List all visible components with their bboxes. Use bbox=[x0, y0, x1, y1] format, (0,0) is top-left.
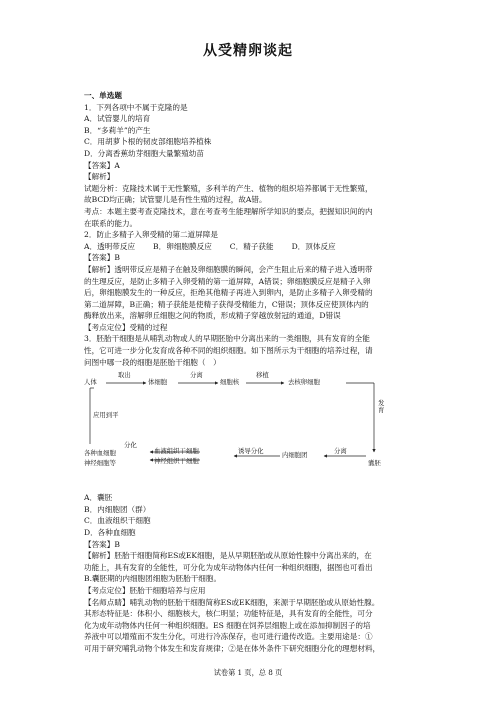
diagram-blood: 各种血细胞 bbox=[84, 449, 116, 458]
q3-point: 【考点定位】胚胎干细胞培养与应用 bbox=[84, 586, 206, 595]
diagram-nerve: 神经细胞等 bbox=[84, 459, 116, 468]
q1-analysis-line: 在联系的能力。 bbox=[84, 218, 138, 228]
diagram-induce: 诱导分化 bbox=[238, 447, 264, 456]
page-title: 从受精卵谈起 bbox=[203, 43, 293, 59]
q2-option-b: B．卵细胞膜反应 bbox=[153, 241, 212, 251]
diagram-icm: 内细胞团 bbox=[282, 451, 308, 460]
stem-cell-diagram bbox=[84, 372, 416, 490]
q3-analysis-line: 功能上，具有发育的全能性，可分化为成年动物体内任何一种组织细胞，据图也可看出 bbox=[84, 562, 373, 572]
q1-analysis-line: 故BCD均正确；试管婴儿是有性生殖的过程，故A错。 bbox=[84, 195, 267, 205]
diagram-hsc1: 血液组织干细胞 bbox=[154, 447, 199, 456]
q1-analysis-line: 考点：本题主要考查克隆技术，意在考查考生能理解所学知识的要点，把握知识间的内 bbox=[84, 206, 373, 216]
q2-analysis-line: 酶释放出来，溶解卵丘细胞之间的物质，形成精子穿越放射冠的通道，D错误 bbox=[84, 311, 341, 321]
q3-option-b: B．内细胞团（群） bbox=[84, 504, 151, 514]
q3-option-d: D．各种血细胞 bbox=[84, 528, 136, 538]
q1-analysis-head: 【解析】 bbox=[84, 172, 115, 182]
diagram-clinic: 应用到平 bbox=[93, 411, 119, 420]
section-heading: 一、单选题 bbox=[84, 91, 122, 100]
q3-note-line: 可用于研究哺乳动物个体发生和发育规律；②是在体外条件下研究细胞分化的理想材料， bbox=[84, 643, 381, 653]
page-footer: 试卷第 1 页，总 8 页 bbox=[213, 668, 283, 677]
q2-analysis-line: 的生理反应，是防止多精子入卵受精的第一道屏障，A错误；卵细胞膜反应是精子入卵 bbox=[84, 276, 371, 286]
diagram-hsc2: 神经组织干细胞 bbox=[154, 457, 199, 466]
diagram-arrows bbox=[84, 372, 416, 490]
q1-option-b: B．“多莉羊”的产生 bbox=[84, 125, 151, 135]
q2-options bbox=[84, 241, 416, 253]
q2-analysis-line: 后，卵细胞膜发生的一种反应，拒绝其他精子再进入到卵内，是防止多精子入卵受精的 bbox=[84, 288, 373, 298]
diagram-transplant: 移植 bbox=[256, 371, 269, 380]
q2-option-c: C．精子获能 bbox=[229, 241, 274, 251]
diagram-somatic: 体细胞 bbox=[148, 378, 168, 387]
q3-option-c: C．血液组织干细胞 bbox=[84, 516, 151, 526]
q3-note-line: 化为成年动物体内任何一种组织细胞。ES 细胞在饲养层细胞上或在添加抑制因子的培 bbox=[84, 620, 371, 630]
diagram-diff: 分化 bbox=[124, 441, 137, 450]
q2-stem: 2．防止多精子入卵受精的第二道屏障是 bbox=[84, 230, 218, 240]
diagram-human: 人体 bbox=[84, 378, 97, 387]
q3-stem-line: 问图中哪一段的细胞是胚胎干细胞（ ） bbox=[84, 357, 221, 367]
q2-answer: 【答案】B bbox=[84, 253, 120, 263]
q3-analysis-line: B.囊胚期的内细胞团细胞为胚胎干细胞。 bbox=[84, 574, 222, 584]
diagram-enucleated: 去核卵细胞 bbox=[288, 378, 320, 387]
diagram-separate2: 分离 bbox=[334, 447, 347, 456]
q3-analysis-line: 【解析】胚胎干细胞简称ES或EK细胞，是从早期胚胎或从原始性腺中分离出来的，在 bbox=[84, 551, 372, 561]
diagram-separate1: 分离 bbox=[190, 371, 203, 380]
q3-stem-line: 性，它可进一步分化发育成各种不同的组织细胞。如下图所示为干细胞的培养过程，请 bbox=[84, 346, 373, 356]
q1-answer: 【答案】A bbox=[84, 160, 120, 170]
q2-analysis-line: 第二道屏障，B正确；精子获能是使精子获得受精能力，C错误；顶体反应使顶体内的 bbox=[84, 299, 369, 309]
q1-option-c: C．用胡萝卜根的韧皮部细胞培养植株 bbox=[84, 137, 212, 147]
q3-note-line: 养液中可以增殖而不发生分化，可进行冷冻保存，也可进行遗传改造。主要用途是：① bbox=[84, 632, 373, 642]
q3-note-line: 【名师点睛】哺乳动物的胚胎干细胞简称ES或EK细胞，来源于早期胚胎或从原始性腺。 bbox=[84, 597, 380, 607]
diagram-develop: 发育 bbox=[378, 399, 385, 415]
q2-analysis-line: 【解析】透明带反应是精子在触及卵细胞膜的瞬间，会产生阻止后来的精子进入透明带 bbox=[84, 264, 373, 274]
q3-option-a: A．囊胚 bbox=[84, 493, 113, 503]
diagram-blastocyst: 囊胚 bbox=[368, 459, 381, 468]
q1-option-a: A．试管婴儿的培育 bbox=[84, 114, 151, 124]
q1-analysis-line: 试题分析：克隆技术属于无性繁殖，多利羊的产生、植物的组织培养都属于无性繁殖， bbox=[84, 183, 373, 193]
diagram-take: 取出 bbox=[118, 371, 131, 380]
diagram-nucleus: 细胞核 bbox=[220, 378, 240, 387]
q1-stem: 1．下列各项中不属于克隆的是 bbox=[84, 102, 188, 112]
question-content bbox=[84, 90, 416, 655]
q3-stem-line: 3．胚胎干细胞是从哺乳动物或人的早期胚胎中分离出来的一类细胞，具有发育的全能 bbox=[84, 334, 370, 344]
q2-option-a: A．透明带反应 bbox=[84, 241, 136, 251]
q2-option-d: D．顶体反应 bbox=[291, 241, 336, 251]
q2-point: 【考点定位】受精的过程 bbox=[84, 322, 168, 332]
q3-answer: 【答案】B bbox=[84, 539, 120, 549]
q3-note-line: 其形态特征是：体积小、细胞核大，核仁明显；功能特征是，具有发育的全能性，可分 bbox=[84, 609, 373, 619]
q1-option-d: D．分离香蕉幼芽细胞大量繁殖幼苗 bbox=[84, 148, 204, 158]
